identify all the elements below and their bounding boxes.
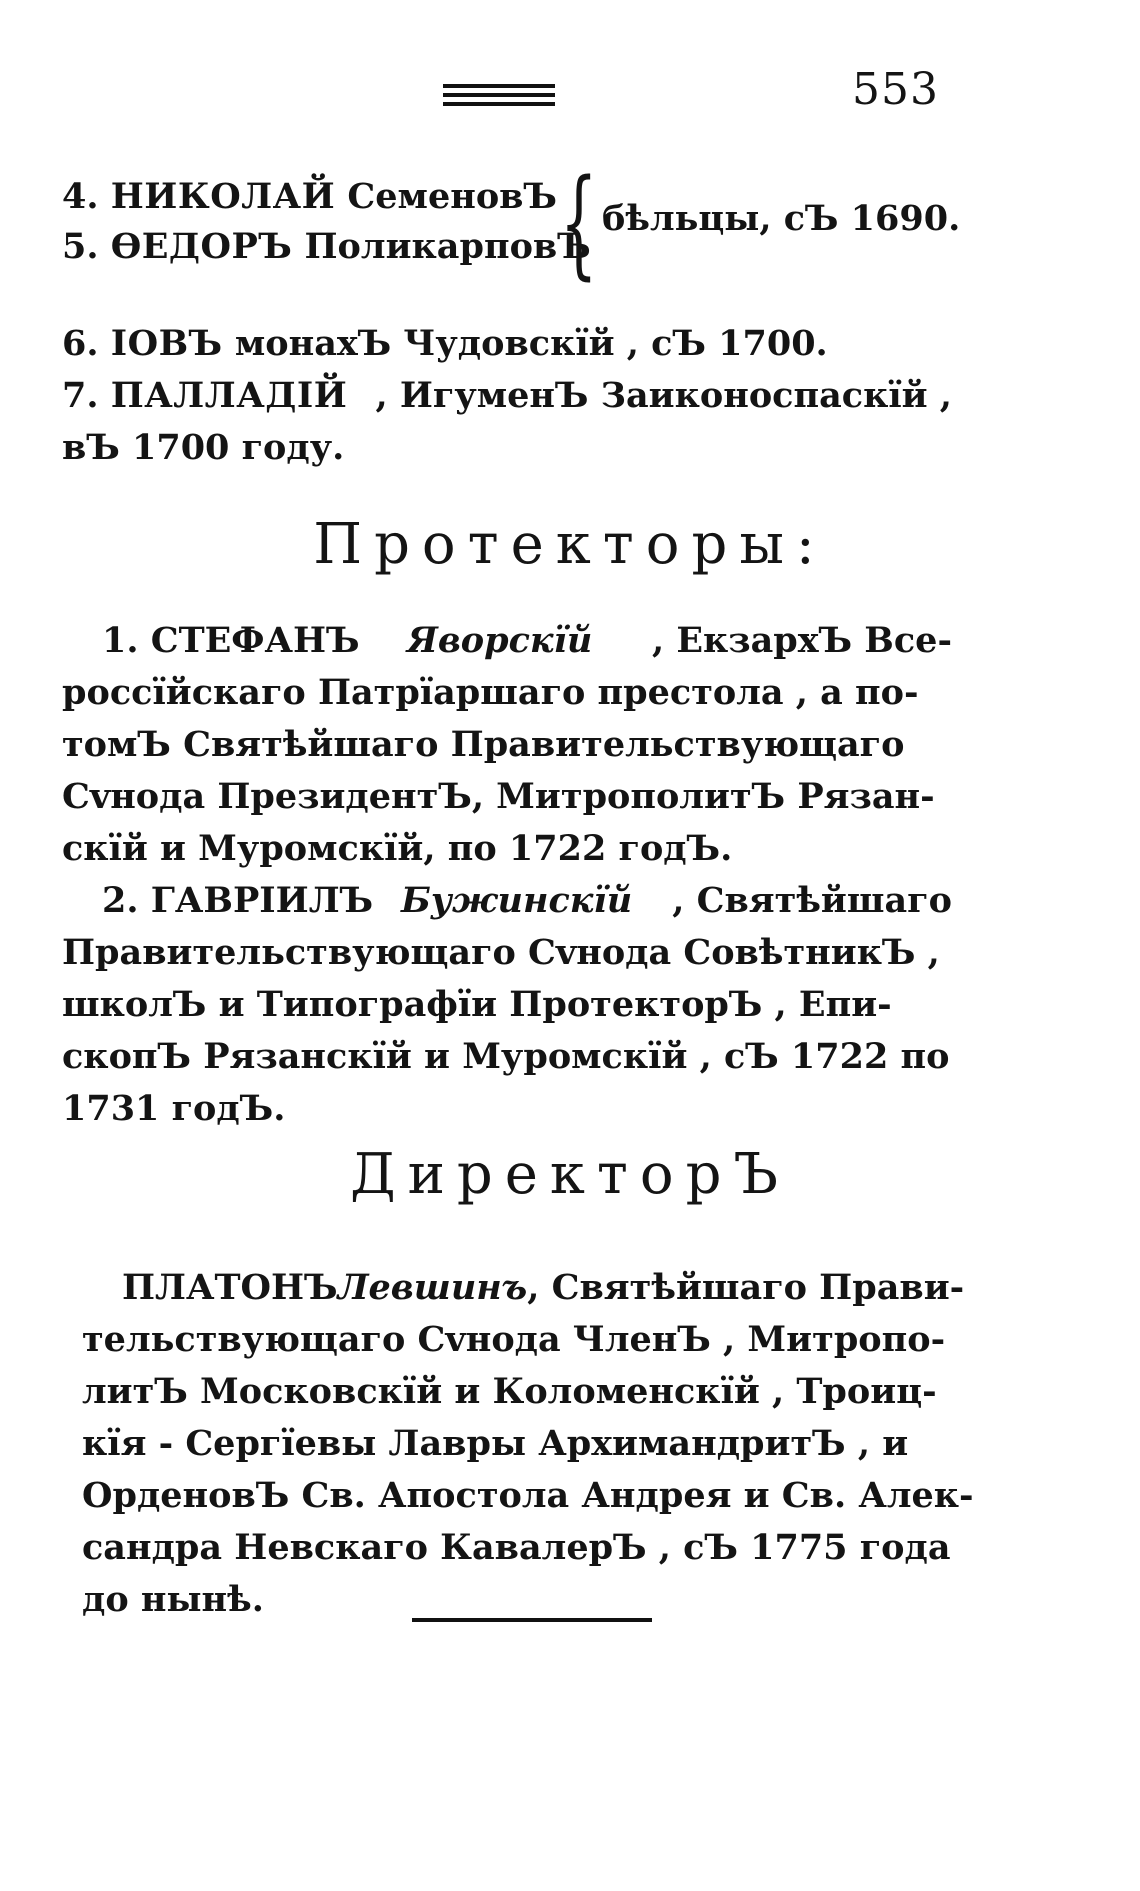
entries-4-5 <box>62 153 962 291</box>
italic-name: Левшинъ <box>337 1267 528 1308</box>
text-segment: , ЕкзархЪ Все- <box>639 620 952 661</box>
entry-4: 4. НИКОЛАЙ СеменовЪ <box>62 176 557 217</box>
entry-6: 6. IОВЪ монахЪ Чудовскїй , сЪ 1700. <box>62 323 828 364</box>
text-line <box>82 1262 965 1314</box>
text-line <box>62 1031 952 1083</box>
text-segment: тельствующаго Сvнода ЧленЪ , Митропо- <box>82 1319 946 1360</box>
text-line <box>62 927 952 979</box>
text-line <box>62 823 952 875</box>
entries-6-7 <box>62 318 952 474</box>
text-line <box>62 615 952 667</box>
text-segment: 1731 годЪ. <box>62 1088 286 1129</box>
entry-5: 5. ѲЕДОРЪ ПоликарповЪ <box>62 226 591 267</box>
text-segment: 2. ГАВРIИЛЪ <box>102 880 374 921</box>
text-segment: сандра Невскаго КавалерЪ , сЪ 1775 года <box>82 1527 951 1568</box>
protectors-list <box>62 615 952 1135</box>
text-segment: скїй и Муромскїй, по 1722 годЪ. <box>62 828 733 869</box>
curly-brace: { <box>560 153 598 291</box>
header-rule <box>443 84 555 111</box>
italic-name: Бужинскїй <box>400 880 633 921</box>
text-segment: ОрденовЪ Св. Апостола Андрея и Св. Алек- <box>82 1475 974 1516</box>
protector-entry <box>62 615 952 875</box>
text-segment: , Святѣйшаго <box>660 880 952 921</box>
director-heading: ДиректорЪ <box>350 1142 790 1207</box>
text-segment: Правительствующаго Сvнода СовѣтникЪ , <box>62 932 940 973</box>
text-line <box>62 771 952 823</box>
text-segment: , Святѣйшаго Прави- <box>527 1267 965 1308</box>
text-segment: томЪ Святѣйшаго Правительствующаго <box>62 724 905 765</box>
text-line <box>82 1470 974 1522</box>
text-segment: 1. СТЕФАНЪ <box>102 620 360 661</box>
text-line <box>82 1366 952 1418</box>
text-line <box>82 1522 952 1574</box>
text-line <box>62 875 952 927</box>
text-segment: литЪ Московскїй и Коломенскїй , Троиц- <box>82 1371 937 1412</box>
text-segment: Сvнода ПрезидентЪ, МитрополитЪ Рязан- <box>62 776 935 817</box>
text-segment: кїя - Сергїевы Лавры АрхимандритЪ , и <box>82 1423 909 1464</box>
brace-note: бѣльцы, сЪ 1690. <box>602 198 961 239</box>
text-line <box>62 979 952 1031</box>
protector-entry <box>62 875 952 1135</box>
text-segment: школЪ и Типографїи ПротекторЪ , Епи- <box>62 984 892 1025</box>
entry-7-tail: вЪ 1700 году. <box>62 427 345 468</box>
text-line <box>62 719 952 771</box>
text-line <box>62 667 952 719</box>
entry-7: 7. ПАЛЛАДIЙ , ИгуменЪ Заиконоспаскїй , <box>62 375 952 416</box>
text-line <box>82 1418 952 1470</box>
italic-name: Яворскїй <box>406 620 593 661</box>
text-segment: скопЪ Рязанскїй и Муромскїй , сЪ 1722 по <box>62 1036 950 1077</box>
text-segment: россїйскаго Патрїаршаго престола , а по- <box>62 672 919 713</box>
footer-rule <box>412 1618 652 1622</box>
text-segment: до нынѣ. <box>82 1579 264 1620</box>
text-line <box>82 1314 952 1366</box>
page-number: 553 <box>852 64 939 115</box>
text-segment: ПЛАТОНЪ <box>122 1267 338 1308</box>
director-entry <box>82 1262 974 1626</box>
text-line <box>62 1083 952 1135</box>
protectors-heading: Протекторы: <box>313 512 827 577</box>
